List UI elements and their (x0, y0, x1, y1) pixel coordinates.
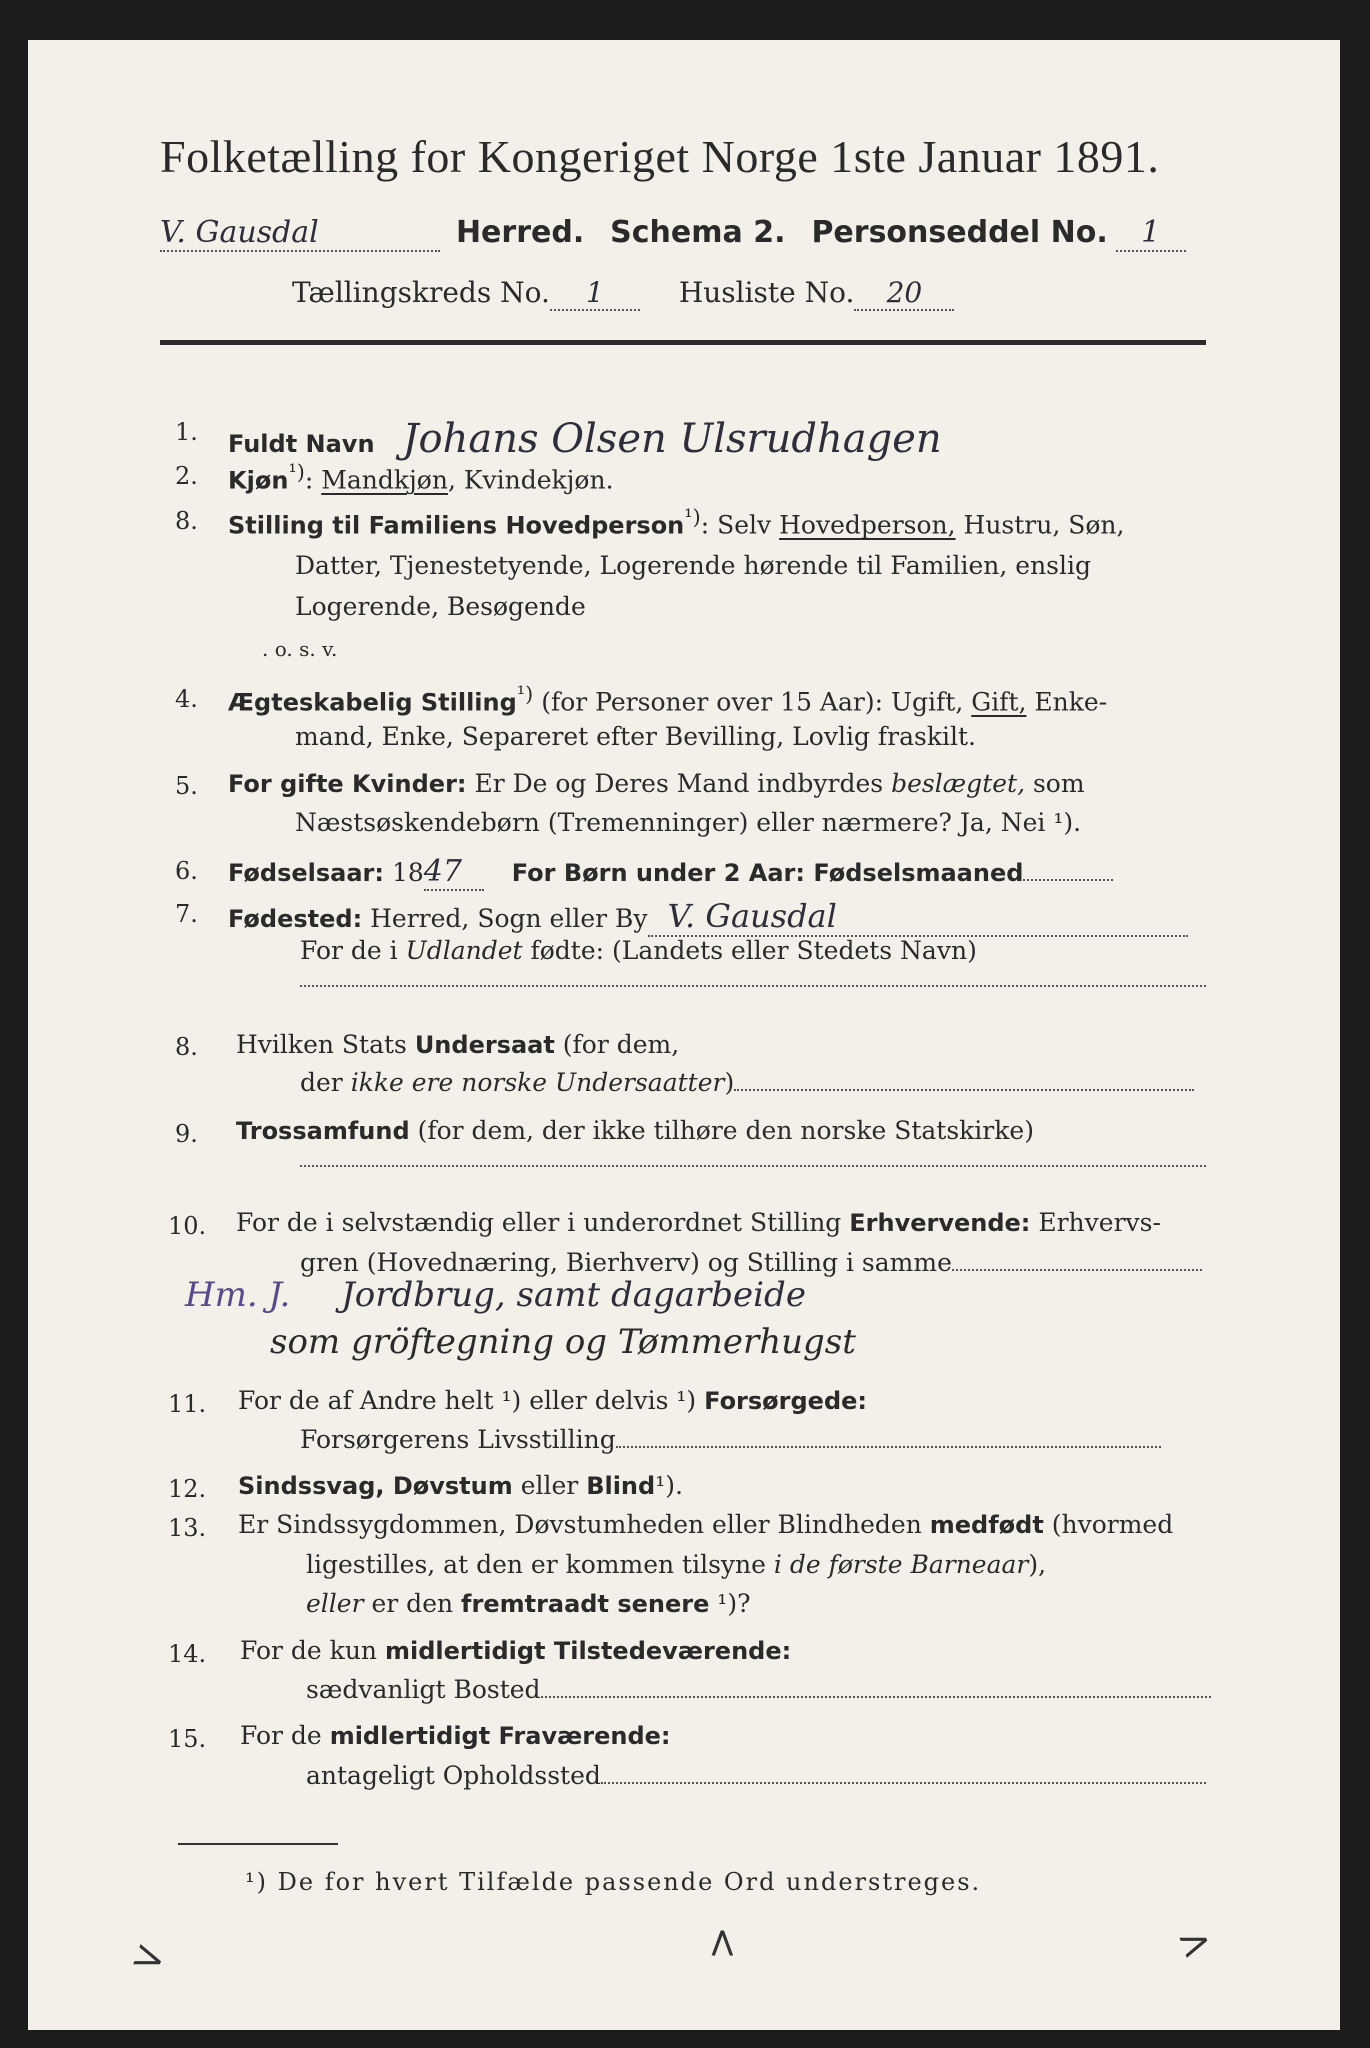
q6-row: Fødselsaar: 1847 For Børn under 2 Aar: Fødselsmaaned (228, 854, 1113, 891)
q11-row: For de af Andre helt ¹) eller delvis ¹) Forsørgede: (238, 1386, 868, 1415)
q1-row: Fuldt Navn Johans Olsen Ulsrudhagen (228, 416, 942, 462)
q3-row: Stilling til Familiens Hovedperson$^{^1)}$: Selv Hovedperson, Hustru, Søn, (228, 505, 1125, 540)
kreds-line: Tællingskreds No. 1 Husliste No. 20 (292, 276, 954, 311)
q15-row: For de midlertidigt Fraværende: (240, 1721, 671, 1750)
q9-row: Trossamfund (for dem, der ikke tilhøre den norske Statskirke) (236, 1116, 1034, 1145)
q14-row: For de kun midlertidigt Tilstedeværende: (240, 1636, 792, 1665)
position-selected: Hovedperson, (779, 510, 956, 540)
q4-row: Ægteskabelig Stilling$^{^1)}$ (for Personer over 15 Aar): Ugift, Gift, Enke- (228, 682, 1108, 717)
corner-mark-center: > (698, 1926, 745, 1960)
birthplace-answer: V. Gausdal (648, 897, 1188, 937)
q10-row: For de i selvstændig eller i underordnet Stilling Erhvervende: Erhvervs- (236, 1208, 1161, 1237)
census-form (28, 40, 1340, 2030)
marital-selected: Gift, (971, 687, 1027, 717)
q2-row: Kjøn$^{^1)}$: Mandkjøn, Kvindekjøn. (228, 460, 614, 495)
q7-row: Fødested: Herred, Sogn eller By V. Gausdal (228, 897, 1188, 937)
husliste-no: 20 (854, 276, 954, 311)
gender-selected: Mandkjøn (321, 465, 448, 495)
q8-row: Hvilken Stats Undersaat (for dem, (236, 1030, 680, 1059)
occupation-answer-2: som gröftegning og Tømmerhugst (270, 1322, 856, 1362)
kreds-no: 1 (550, 276, 640, 311)
herred-line: V. Gausdal Herred. Schema 2. Personseddel No. 1 (160, 215, 1186, 252)
q5-row: For gifte Kvinder: Er De og Deres Mand indbyrdes beslægtet, som (228, 769, 1085, 798)
q12-row: Sindssvag, Døvstum eller Blind¹). (238, 1471, 683, 1500)
header-rule (160, 340, 1206, 345)
footnote-rule (178, 1843, 338, 1845)
occupation-answer-1: Hm. J. Jordbrug, samt dagarbeide (185, 1275, 806, 1315)
birth-year-answer: 47 (424, 854, 484, 891)
herred-name: V. Gausdal (160, 215, 440, 252)
footnote: ¹) De for hvert Tilfælde passende Ord understreges. (245, 1868, 982, 1896)
form-title: Folketælling for Kongeriget Norge 1ste Januar 1891. (160, 131, 1160, 182)
q13-row: Er Sindssygdommen, Døvstumheden eller Blindheden medfødt (hvormed (238, 1510, 1174, 1539)
corner-mark-left: > (125, 1930, 173, 1986)
corner-mark-right: > (1171, 1915, 1219, 1971)
full-name-answer: Johans Olsen Ulsrudhagen (402, 416, 942, 462)
personseddel-no: 1 (1116, 215, 1186, 252)
